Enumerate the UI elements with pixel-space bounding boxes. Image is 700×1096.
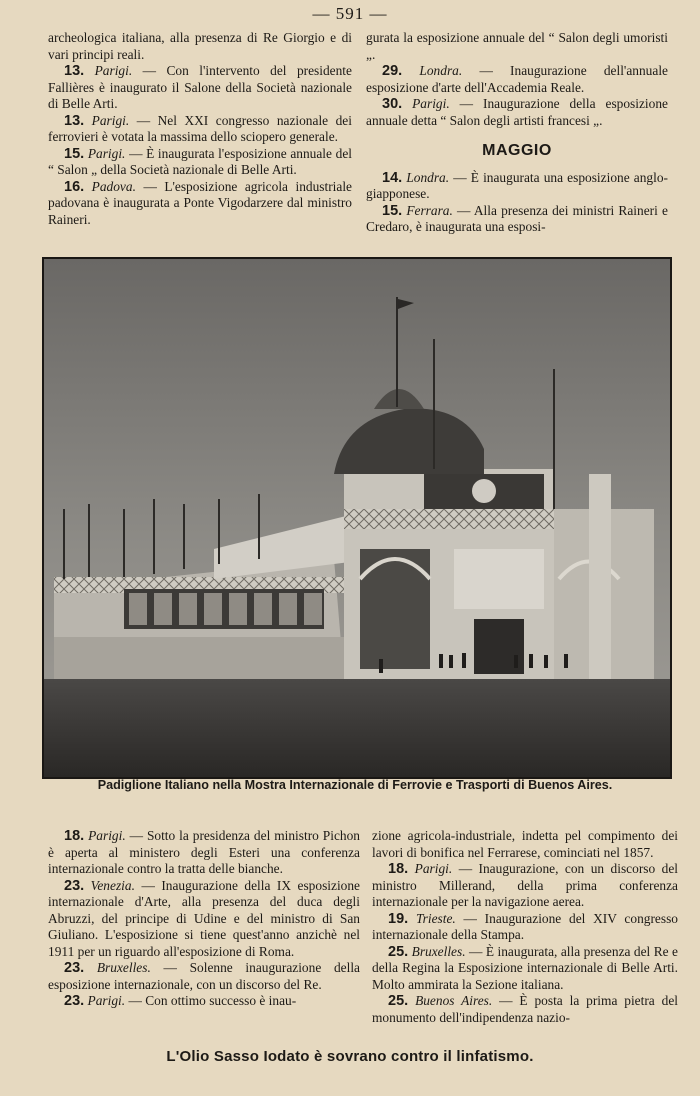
entry-paragraph [366,63,668,96]
entry-city: Parigi. [91,112,130,128]
entry-city: Ferrara. [406,202,453,218]
page-number: — 591 — [312,4,388,23]
entry-day: 30. [382,96,403,112]
column-bottom-left [48,828,360,1010]
entry-city: Bruxelles. [411,943,466,959]
entry-paragraph [48,878,360,961]
entry-day: 16. [64,178,85,195]
entry-city: Parigi. [87,145,126,161]
entry-day: 15. [382,202,403,219]
entry-text: — È inaugurata l'esposizione annuale del “ Salon „ della Società nazionale di Belle Arti. [48,145,352,177]
entry-text: — È inaugurata, alla presenza del Re e della Regina la Esposizione internazionale di Belle Arti. Molto ammirata la Sezione italiana. [372,943,678,992]
month-heading: MAGGIO [482,142,552,159]
column-bottom-right [372,828,678,1026]
entry-day: 25. [388,943,409,960]
entry-paragraph [48,179,352,229]
entry-city: Parigi. [94,63,133,78]
entry-day: 23. [64,877,85,894]
entry-day: 25. [388,993,409,1009]
entry-text: — È inaugurata una esposizione anglo-giapponese. [366,169,668,201]
entry-text: — Inaugurazione dell'annuale esposizione d'arte dell'Accademia Reale. [366,63,668,95]
entry-text: — È posta la prima pietra del monumento dell'indipendenza nazio- [372,993,678,1025]
entry-paragraph [366,170,668,203]
entry-paragraph [48,113,352,146]
column-top-right [366,30,668,236]
pavilion-photograph [42,257,672,779]
entry-paragraph [372,993,678,1026]
entry-text: — Sotto la presidenza del ministro Pichon è aperta al ministero degli Esteri una conferenza internazionale contro la tratta delle bianche. [48,828,360,876]
entry-paragraph [372,911,678,944]
entry-day: 23. [64,993,85,1009]
entry-day: 13. [64,63,85,79]
entry-day: 15. [64,145,85,162]
entry-paragraph [48,146,352,179]
entry-paragraph [48,993,360,1010]
entry-paragraph [372,861,678,911]
entry-city: Venezia. [90,877,135,893]
column-top-left [48,30,352,228]
entry-paragraph [372,944,678,994]
entry-city: Parigi. [414,861,453,876]
entry-city: Parigi. [88,828,126,843]
entry-day: 14. [382,169,403,186]
entry-city: Bruxelles. [96,960,151,975]
entry-day: 29. [382,63,403,79]
entry-text: — Inaugurazione, con un discorso del ministro Millerand, della prima conferenza internazionale per la navigazione aerea. [372,861,678,909]
entry-text: — Alla presenza dei ministri Raineri e Credaro, è inaugurata una esposi- [366,202,668,234]
entry-paragraph [48,960,360,993]
entry-continuation: gurata la esposizione annuale del “ Salon degli umoristi „. [366,30,668,62]
entry-paragraph [366,203,668,236]
entry-day: 13. [64,112,85,129]
entry-text: — Con ottimo successo è inau- [128,993,297,1008]
entry-city: Buenos Aires. [415,993,493,1008]
entry-text: — Inaugurazione della esposizione annuale detta “ Salon degli artisti francesi „. [366,96,668,128]
entry-city: Parigi. [87,993,126,1008]
entry-city: Parigi. [412,96,450,111]
entry-city: Trieste. [415,910,456,926]
pavilion-illustration [44,259,670,777]
entry-text: — Nel XXI congresso nazionale dei ferrovieri è votata la massima dello sciopero generale. [48,112,352,144]
entry-text: — L'esposizione agricola industriale padovana è inaugurata a Ponte Vigodarzere dal ministro Raineri. [48,178,352,227]
entry-text: — Solenne inaugurazione della esposizione internazionale, con un discorso del Re. [48,960,360,992]
entry-text: — Inaugurazione della IX esposizione internazionale d'Arte, alla presenza del duca degli Abruzzi, del principe di Udine e del ministro di San Giuliano. L'esposizione si tiene quest'anno anzichè nel 1911 per un riguardo all'esposizione di Roma. [48,877,360,959]
entry-day: 23. [64,960,85,976]
entry-text: — Inaugurazione del XIV congresso internazionale della Stampa. [372,910,678,942]
photo-caption: Padiglione Italiano nella Mostra Internazionale di Ferrovie e Trasporti di Buenos Aires. [97,778,613,792]
entry-paragraph [48,63,352,113]
entry-text: — Con l'intervento del presidente Fallières è inaugurato il Salone della Società nazionale di Belle Arti. [48,63,352,111]
entry-city: Londra. [406,169,450,185]
entry-day: 18. [64,828,85,844]
entry-day: 19. [388,910,409,927]
entry-day: 18. [388,861,409,877]
entry-city: Padova. [91,178,136,194]
entry-city: Londra. [419,63,463,78]
entry-continuation: archeologica italiana, alla presenza di Re Giorgio e di vari principi reali. [48,30,352,62]
entry-paragraph [48,828,360,878]
footer-advert: L'Olio Sasso Iodato è sovrano contro il linfatismo. [166,1048,534,1065]
entry-paragraph [366,96,668,129]
entry-continuation: zione agricola-industriale, indetta pel compimento dei lavori di bonifica nel Ferrarese, cominciati nel 1857. [372,828,678,860]
